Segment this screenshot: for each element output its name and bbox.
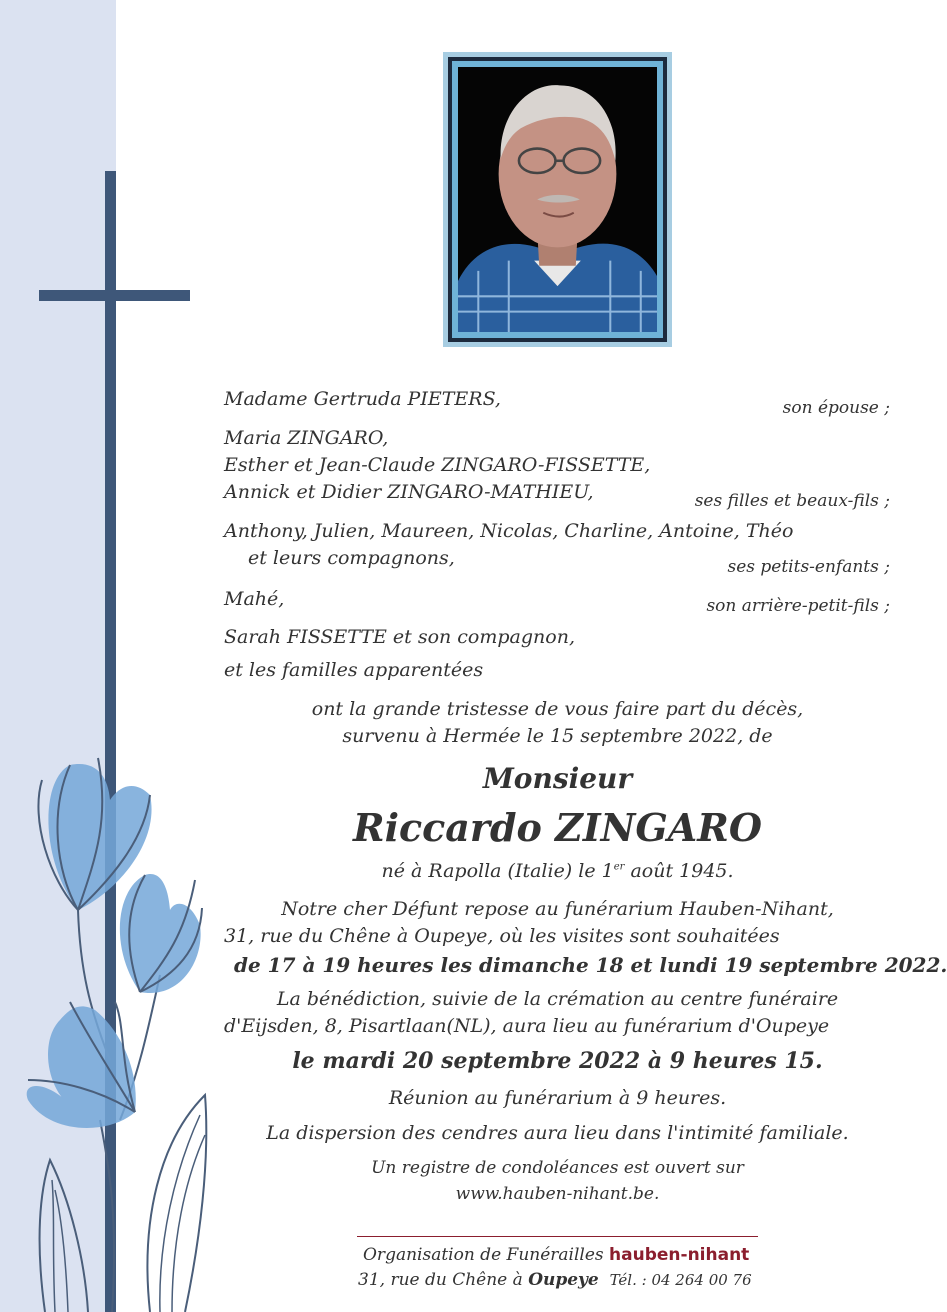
dispersion-line: La dispersion des cendres aura lieu dans l'intimité familiale. (266, 1122, 849, 1144)
family-name-line: et les familles apparentées (224, 659, 484, 681)
announcement-line: survenu à Hermée le 15 septembre 2022, de (342, 725, 773, 747)
register-line: Un registre de condoléances est ouvert sur (371, 1158, 744, 1178)
cross-horizontal-beam (39, 290, 190, 301)
portrait-frame (443, 52, 672, 347)
register-link[interactable]: www.hauben-nihant.be. (455, 1184, 660, 1204)
portrait-inner-frame (448, 57, 667, 342)
footer-divider (357, 1236, 758, 1237)
family-name-line: Maria ZINGARO, (224, 427, 389, 449)
family-name-line: Sarah FISSETTE et son compagnon, (224, 626, 575, 648)
birth-info: né à Rapolla (Italie) le 1er août 1945. (381, 860, 734, 882)
deceased-name: Riccardo ZINGARO (353, 805, 762, 850)
footer-organisation: Organisation de Funérailles hauben-nihant (363, 1245, 750, 1265)
repose-line: 31, rue du Chêne à Oupeye, où les visites sont souhaitées (224, 925, 780, 947)
family-relation: son épouse ; (782, 398, 890, 418)
reunion-line: Réunion au funérarium à 9 heures. (388, 1087, 727, 1109)
family-name-line: et leurs compagnons, (248, 547, 455, 569)
benediction-line: d'Eijsden, 8, Pisartlaan(NL), aura lieu au funérarium d'Oupeye (224, 1015, 830, 1037)
family-name-line: Mahé, (224, 588, 285, 610)
portrait-photo (458, 67, 657, 332)
tulip-illustration (0, 740, 230, 1312)
family-name-line: Anthony, Julien, Maureen, Nicolas, Charline, Antoine, Théo (224, 520, 794, 542)
family-name-line: Esther et Jean-Claude ZINGARO-FISSETTE, (224, 454, 651, 476)
family-relation: son arrière-petit-fils ; (706, 596, 890, 616)
ceremony-date: le mardi 20 septembre 2022 à 9 heures 15. (292, 1048, 823, 1074)
announcement-line: ont la grande tristesse de vous faire part du décès, (311, 698, 804, 720)
footer-phone: Tél. : 04 264 00 76 (609, 1271, 752, 1289)
family-name-line: Annick et Didier ZINGARO-MATHIEU, (224, 481, 594, 503)
family-name-line: Madame Gertruda PIETERS, (224, 388, 501, 410)
family-relation: ses petits-enfants ; (727, 557, 890, 577)
repose-line: Notre cher Défunt repose au funérarium Hauben-Nihant, (281, 898, 834, 920)
deceased-title: Monsieur (482, 762, 633, 795)
benediction-line: La bénédiction, suivie de la crémation au centre funéraire (276, 988, 839, 1010)
footer-address: 31, rue du Chêne à Oupeye Tél. : 04 264 00 76 (358, 1270, 752, 1290)
visit-hours: de 17 à 19 heures les dimanche 18 et lundi 19 septembre 2022. (234, 953, 947, 977)
family-relation: ses filles et beaux-fils ; (694, 491, 890, 511)
brand-logo-text: hauben-nihant (609, 1245, 750, 1265)
